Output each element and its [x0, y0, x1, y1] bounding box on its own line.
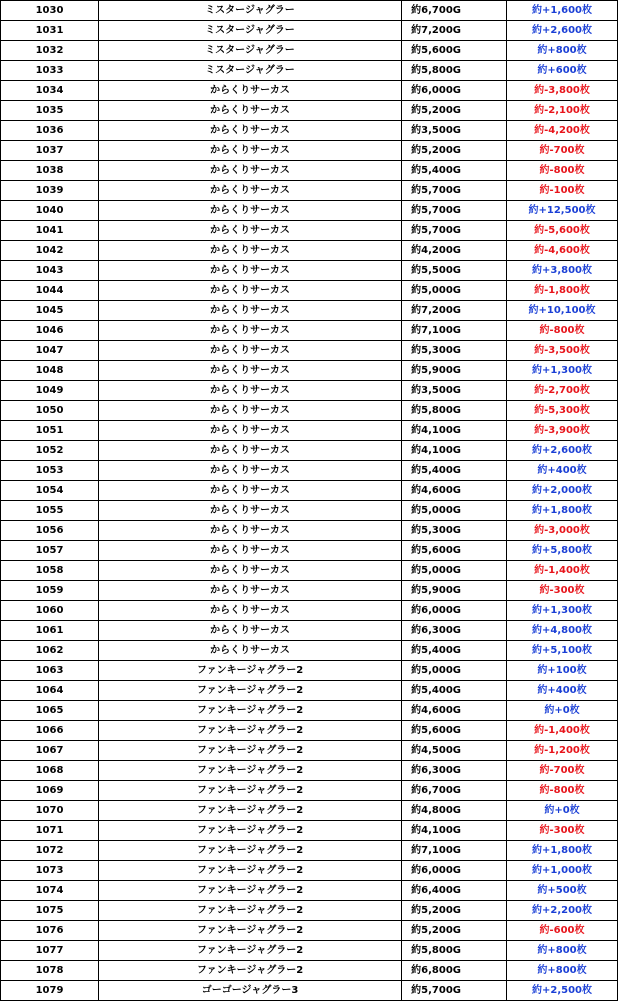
machine-name-cell: からくりサーカス: [99, 461, 402, 481]
games-count-cell: 約6,000G: [402, 81, 507, 101]
table-row: [1, 361, 618, 381]
machine-number-cell: 1066: [1, 721, 99, 741]
machine-number-cell: 1056: [1, 521, 99, 541]
machine-number-cell: 1074: [1, 881, 99, 901]
coin-difference-cell: 約-4,200枚: [507, 121, 618, 141]
table-row: [1, 841, 618, 861]
coin-difference-cell: 約-2,100枚: [507, 101, 618, 121]
machine-name-cell: からくりサーカス: [99, 181, 402, 201]
games-count-cell: 約5,000G: [402, 281, 507, 301]
machine-name-cell: からくりサーカス: [99, 141, 402, 161]
table-row: [1, 701, 618, 721]
coin-difference-cell: 約+10,100枚: [507, 301, 618, 321]
table-row: [1, 121, 618, 141]
table-row: [1, 741, 618, 761]
machine-number-cell: 1070: [1, 801, 99, 821]
machine-number-cell: 1052: [1, 441, 99, 461]
games-count-cell: 約5,200G: [402, 901, 507, 921]
coin-difference-cell: 約+800枚: [507, 41, 618, 61]
games-count-cell: 約5,000G: [402, 561, 507, 581]
table-row: [1, 21, 618, 41]
coin-difference-cell: 約-3,900枚: [507, 421, 618, 441]
games-count-cell: 約5,200G: [402, 921, 507, 941]
table-row: [1, 521, 618, 541]
machine-number-cell: 1072: [1, 841, 99, 861]
table-row: [1, 201, 618, 221]
games-count-cell: 約5,500G: [402, 261, 507, 281]
coin-difference-cell: 約+3,800枚: [507, 261, 618, 281]
games-count-cell: 約5,700G: [402, 201, 507, 221]
table-row: [1, 341, 618, 361]
games-count-cell: 約5,900G: [402, 361, 507, 381]
results-table-body: [1, 1, 618, 1001]
coin-difference-cell: 約+2,200枚: [507, 901, 618, 921]
table-row: [1, 641, 618, 661]
games-count-cell: 約5,600G: [402, 721, 507, 741]
games-count-cell: 約7,200G: [402, 21, 507, 41]
machine-name-cell: ファンキージャグラー2: [99, 761, 402, 781]
machine-number-cell: 1061: [1, 621, 99, 641]
games-count-cell: 約4,100G: [402, 441, 507, 461]
coin-difference-cell: 約-1,200枚: [507, 741, 618, 761]
machine-name-cell: からくりサーカス: [99, 561, 402, 581]
coin-difference-cell: 約+5,100枚: [507, 641, 618, 661]
coin-difference-cell: 約-3,500枚: [507, 341, 618, 361]
coin-difference-cell: 約-4,600枚: [507, 241, 618, 261]
games-count-cell: 約5,900G: [402, 581, 507, 601]
machine-name-cell: からくりサーカス: [99, 381, 402, 401]
machine-number-cell: 1076: [1, 921, 99, 941]
table-row: [1, 401, 618, 421]
machine-number-cell: 1060: [1, 601, 99, 621]
coin-difference-cell: 約-2,700枚: [507, 381, 618, 401]
machine-number-cell: 1030: [1, 1, 99, 21]
machine-name-cell: からくりサーカス: [99, 541, 402, 561]
coin-difference-cell: 約-3,800枚: [507, 81, 618, 101]
coin-difference-cell: 約-3,000枚: [507, 521, 618, 541]
games-count-cell: 約4,800G: [402, 801, 507, 821]
coin-difference-cell: 約-1,400枚: [507, 561, 618, 581]
machine-number-cell: 1033: [1, 61, 99, 81]
games-count-cell: 約5,700G: [402, 181, 507, 201]
games-count-cell: 約6,300G: [402, 761, 507, 781]
machine-name-cell: からくりサーカス: [99, 501, 402, 521]
machine-number-cell: 1077: [1, 941, 99, 961]
machine-name-cell: からくりサーカス: [99, 581, 402, 601]
games-count-cell: 約6,300G: [402, 621, 507, 641]
games-count-cell: 約5,300G: [402, 341, 507, 361]
table-row: [1, 81, 618, 101]
machine-name-cell: ファンキージャグラー2: [99, 941, 402, 961]
coin-difference-cell: 約-800枚: [507, 781, 618, 801]
coin-difference-cell: 約+1,300枚: [507, 601, 618, 621]
machine-number-cell: 1073: [1, 861, 99, 881]
machine-number-cell: 1065: [1, 701, 99, 721]
machine-number-cell: 1034: [1, 81, 99, 101]
table-row: [1, 281, 618, 301]
table-row: [1, 481, 618, 501]
table-row: [1, 601, 618, 621]
games-count-cell: 約5,200G: [402, 101, 507, 121]
table-row: [1, 1, 618, 21]
machine-number-cell: 1062: [1, 641, 99, 661]
games-count-cell: 約4,200G: [402, 241, 507, 261]
table-row: [1, 921, 618, 941]
coin-difference-cell: 約+400枚: [507, 461, 618, 481]
games-count-cell: 約6,400G: [402, 881, 507, 901]
games-count-cell: 約3,500G: [402, 381, 507, 401]
machine-name-cell: からくりサーカス: [99, 261, 402, 281]
table-row: [1, 981, 618, 1001]
coin-difference-cell: 約-1,400枚: [507, 721, 618, 741]
coin-difference-cell: 約+2,600枚: [507, 441, 618, 461]
coin-difference-cell: 約+1,800枚: [507, 841, 618, 861]
table-row: [1, 781, 618, 801]
machine-name-cell: からくりサーカス: [99, 361, 402, 381]
games-count-cell: 約5,600G: [402, 541, 507, 561]
games-count-cell: 約5,800G: [402, 401, 507, 421]
table-row: [1, 761, 618, 781]
machine-name-cell: からくりサーカス: [99, 121, 402, 141]
machine-number-cell: 1054: [1, 481, 99, 501]
machine-number-cell: 1051: [1, 421, 99, 441]
coin-difference-cell: 約-100枚: [507, 181, 618, 201]
machine-number-cell: 1057: [1, 541, 99, 561]
coin-difference-cell: 約+4,800枚: [507, 621, 618, 641]
games-count-cell: 約5,300G: [402, 521, 507, 541]
coin-difference-cell: 約+0枚: [507, 701, 618, 721]
machine-number-cell: 1040: [1, 201, 99, 221]
machine-number-cell: 1048: [1, 361, 99, 381]
machine-name-cell: ミスタージャグラー: [99, 1, 402, 21]
machine-name-cell: ファンキージャグラー2: [99, 901, 402, 921]
games-count-cell: 約5,400G: [402, 681, 507, 701]
table-row: [1, 301, 618, 321]
table-row: [1, 861, 618, 881]
games-count-cell: 約6,700G: [402, 781, 507, 801]
table-row: [1, 221, 618, 241]
coin-difference-cell: 約-5,300枚: [507, 401, 618, 421]
table-row: [1, 661, 618, 681]
games-count-cell: 約5,700G: [402, 221, 507, 241]
machine-name-cell: からくりサーカス: [99, 601, 402, 621]
machine-name-cell: からくりサーカス: [99, 641, 402, 661]
coin-difference-cell: 約-700枚: [507, 141, 618, 161]
machine-name-cell: からくりサーカス: [99, 161, 402, 181]
machine-name-cell: からくりサーカス: [99, 281, 402, 301]
games-count-cell: 約6,800G: [402, 961, 507, 981]
table-row: [1, 801, 618, 821]
coin-difference-cell: 約-600枚: [507, 921, 618, 941]
games-count-cell: 約4,500G: [402, 741, 507, 761]
coin-difference-cell: 約+400枚: [507, 681, 618, 701]
table-row: [1, 461, 618, 481]
machine-name-cell: からくりサーカス: [99, 401, 402, 421]
machine-number-cell: 1068: [1, 761, 99, 781]
table-row: [1, 721, 618, 741]
table-row: [1, 941, 618, 961]
machine-name-cell: ミスタージャグラー: [99, 61, 402, 81]
games-count-cell: 約7,100G: [402, 841, 507, 861]
games-count-cell: 約5,000G: [402, 661, 507, 681]
machine-number-cell: 1035: [1, 101, 99, 121]
machine-number-cell: 1064: [1, 681, 99, 701]
machine-number-cell: 1031: [1, 21, 99, 41]
table-row: [1, 681, 618, 701]
coin-difference-cell: 約+100枚: [507, 661, 618, 681]
coin-difference-cell: 約+1,000枚: [507, 861, 618, 881]
coin-difference-cell: 約-800枚: [507, 321, 618, 341]
table-row: [1, 381, 618, 401]
machine-name-cell: からくりサーカス: [99, 101, 402, 121]
machine-name-cell: ファンキージャグラー2: [99, 841, 402, 861]
machine-number-cell: 1063: [1, 661, 99, 681]
table-row: [1, 261, 618, 281]
machine-number-cell: 1044: [1, 281, 99, 301]
table-row: [1, 501, 618, 521]
machine-number-cell: 1058: [1, 561, 99, 581]
machine-name-cell: からくりサーカス: [99, 301, 402, 321]
machine-number-cell: 1032: [1, 41, 99, 61]
games-count-cell: 約6,700G: [402, 1, 507, 21]
machine-name-cell: からくりサーカス: [99, 81, 402, 101]
games-count-cell: 約4,600G: [402, 481, 507, 501]
coin-difference-cell: 約+0枚: [507, 801, 618, 821]
machine-number-cell: 1043: [1, 261, 99, 281]
table-row: [1, 161, 618, 181]
games-count-cell: 約5,800G: [402, 941, 507, 961]
coin-difference-cell: 約+5,800枚: [507, 541, 618, 561]
table-row: [1, 561, 618, 581]
table-row: [1, 621, 618, 641]
machine-name-cell: からくりサーカス: [99, 201, 402, 221]
games-count-cell: 約4,100G: [402, 421, 507, 441]
machine-name-cell: からくりサーカス: [99, 241, 402, 261]
games-count-cell: 約6,000G: [402, 861, 507, 881]
machine-number-cell: 1046: [1, 321, 99, 341]
machine-name-cell: ファンキージャグラー2: [99, 681, 402, 701]
machine-name-cell: からくりサーカス: [99, 441, 402, 461]
games-count-cell: 約6,000G: [402, 601, 507, 621]
machine-number-cell: 1075: [1, 901, 99, 921]
coin-difference-cell: 約+2,500枚: [507, 981, 618, 1001]
coin-difference-cell: 約+1,800枚: [507, 501, 618, 521]
coin-difference-cell: 約-300枚: [507, 821, 618, 841]
machine-name-cell: からくりサーカス: [99, 221, 402, 241]
machine-name-cell: からくりサーカス: [99, 421, 402, 441]
games-count-cell: 約3,500G: [402, 121, 507, 141]
machine-name-cell: ファンキージャグラー2: [99, 821, 402, 841]
machine-name-cell: ファンキージャグラー2: [99, 721, 402, 741]
table-row: [1, 441, 618, 461]
games-count-cell: 約5,200G: [402, 141, 507, 161]
machine-number-cell: 1053: [1, 461, 99, 481]
machine-number-cell: 1078: [1, 961, 99, 981]
machine-number-cell: 1045: [1, 301, 99, 321]
machine-number-cell: 1067: [1, 741, 99, 761]
machine-number-cell: 1071: [1, 821, 99, 841]
machine-name-cell: ファンキージャグラー2: [99, 661, 402, 681]
machine-number-cell: 1055: [1, 501, 99, 521]
machine-number-cell: 1079: [1, 981, 99, 1001]
machine-number-cell: 1039: [1, 181, 99, 201]
coin-difference-cell: 約+2,000枚: [507, 481, 618, 501]
machine-name-cell: からくりサーカス: [99, 341, 402, 361]
games-count-cell: 約5,400G: [402, 641, 507, 661]
table-row: [1, 541, 618, 561]
games-count-cell: 約7,200G: [402, 301, 507, 321]
games-count-cell: 約7,100G: [402, 321, 507, 341]
table-row: [1, 961, 618, 981]
machine-number-cell: 1042: [1, 241, 99, 261]
machine-number-cell: 1047: [1, 341, 99, 361]
coin-difference-cell: 約+800枚: [507, 941, 618, 961]
machine-name-cell: ファンキージャグラー2: [99, 701, 402, 721]
machine-number-cell: 1041: [1, 221, 99, 241]
machine-name-cell: ファンキージャグラー2: [99, 861, 402, 881]
table-row: [1, 881, 618, 901]
coin-difference-cell: 約-800枚: [507, 161, 618, 181]
machine-name-cell: ファンキージャグラー2: [99, 921, 402, 941]
machine-name-cell: ファンキージャグラー2: [99, 961, 402, 981]
games-count-cell: 約5,400G: [402, 161, 507, 181]
machine-name-cell: からくりサーカス: [99, 521, 402, 541]
table-row: [1, 101, 618, 121]
coin-difference-cell: 約-5,600枚: [507, 221, 618, 241]
table-row: [1, 581, 618, 601]
coin-difference-cell: 約+1,600枚: [507, 1, 618, 21]
games-count-cell: 約5,700G: [402, 981, 507, 1001]
table-row: [1, 61, 618, 81]
machine-number-cell: 1069: [1, 781, 99, 801]
machine-name-cell: からくりサーカス: [99, 621, 402, 641]
table-row: [1, 421, 618, 441]
machine-number-cell: 1036: [1, 121, 99, 141]
machine-name-cell: ファンキージャグラー2: [99, 881, 402, 901]
machine-number-cell: 1049: [1, 381, 99, 401]
coin-difference-cell: 約+800枚: [507, 961, 618, 981]
games-count-cell: 約5,600G: [402, 41, 507, 61]
games-count-cell: 約5,400G: [402, 461, 507, 481]
machine-number-cell: 1050: [1, 401, 99, 421]
machine-name-cell: ミスタージャグラー: [99, 21, 402, 41]
games-count-cell: 約5,000G: [402, 501, 507, 521]
coin-difference-cell: 約+600枚: [507, 61, 618, 81]
machine-name-cell: ミスタージャグラー: [99, 41, 402, 61]
coin-difference-cell: 約+2,600枚: [507, 21, 618, 41]
machine-name-cell: ゴーゴージャグラー3: [99, 981, 402, 1001]
table-row: [1, 321, 618, 341]
machine-name-cell: ファンキージャグラー2: [99, 741, 402, 761]
table-row: [1, 821, 618, 841]
coin-difference-cell: 約-1,800枚: [507, 281, 618, 301]
coin-difference-cell: 約-700枚: [507, 761, 618, 781]
games-count-cell: 約5,800G: [402, 61, 507, 81]
machine-name-cell: ファンキージャグラー2: [99, 781, 402, 801]
games-count-cell: 約4,100G: [402, 821, 507, 841]
coin-difference-cell: 約+1,300枚: [507, 361, 618, 381]
machine-name-cell: ファンキージャグラー2: [99, 801, 402, 821]
coin-difference-cell: 約+500枚: [507, 881, 618, 901]
table-row: [1, 901, 618, 921]
coin-difference-cell: 約-300枚: [507, 581, 618, 601]
table-row: [1, 41, 618, 61]
machine-name-cell: からくりサーカス: [99, 481, 402, 501]
coin-difference-cell: 約+12,500枚: [507, 201, 618, 221]
machine-number-cell: 1038: [1, 161, 99, 181]
machine-number-cell: 1037: [1, 141, 99, 161]
machine-name-cell: からくりサーカス: [99, 321, 402, 341]
games-count-cell: 約4,600G: [402, 701, 507, 721]
machine-number-cell: 1059: [1, 581, 99, 601]
table-row: [1, 181, 618, 201]
table-row: [1, 241, 618, 261]
table-row: [1, 141, 618, 161]
